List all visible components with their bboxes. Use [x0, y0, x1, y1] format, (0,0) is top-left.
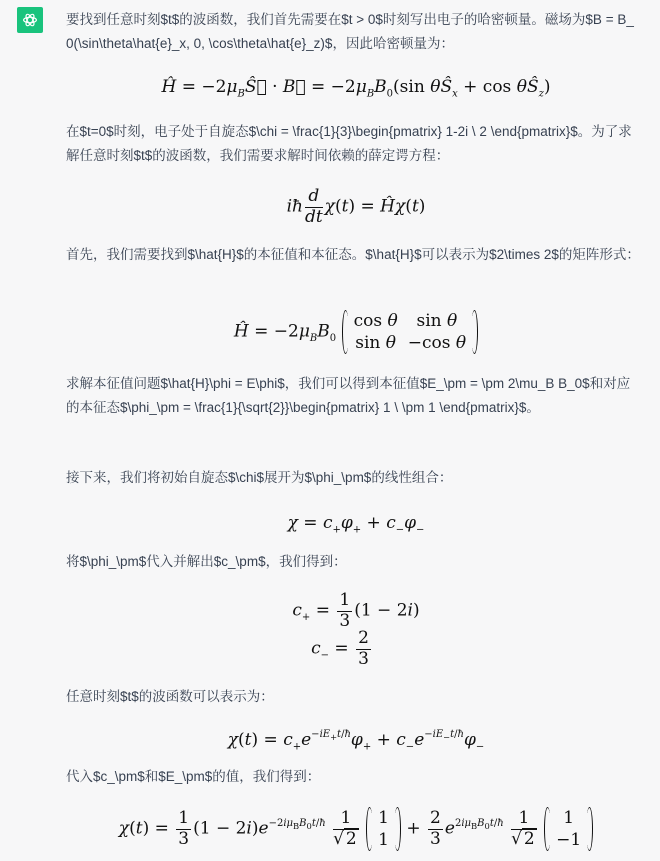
equation-final-wavefunction: χ(t) = $\frac{1}{3}$ $(1 - 2i)e^{-2i\mu_BB_0t/ħ}$ $\frac{1}{√ 2}$ 1 1 + $\frac{2}{3}$ $e^{2i\mu_BB_0t/ħ}$ $\frac{1}{√ 2}$ 1 −1 — [66, 807, 646, 851]
openai-logo-icon — [21, 11, 39, 29]
equation-linear-combination: $\chi = c_+\varphi_+ + c_-\varphi_-$ — [287, 513, 425, 536]
equation-hamiltonian-matrix: Ĥ = $-2\mu_BB_0$ cos θ sin θ sin θ −cos θ — [66, 310, 646, 354]
equation-hamiltonian: Ĥ = $-2\mu_BŜ⃗$ · B⃗ = $-2\mu_BB_0(\sin$ $\theta Ŝ_x + \cos$ $\theta Ŝ_z$) — [161, 77, 551, 100]
paragraph-eigen: 求解本征值问题$\hat{H}\phi = E\phi$，我们可以得到本征值$E_\pm = \pm 2\mu_B B_0$和对应的本征态$\phi_\pm = \frac{1}{\sqrt{2}}\begin{pmatrix} 1 \ \pm 1 \end{pmatrix}$。 — [66, 376, 631, 415]
equation-c-minus: $c_-$ = $\frac{2}{3}$ — [311, 628, 369, 669]
equation-chi-t: $\chi(t) = c_+e^{-iE_+t/ħ}\varphi_+ + c_-e^{-iE_-t/ħ}\varphi_-$ — [227, 729, 485, 753]
paragraph-intro: 要找到任意时刻$t$的波函数，我们首先需要在$t > 0$时刻写出电子的哈密顿量。磁场为$B = B_0(\sin\theta\hat{e}_x, 0, \cos\theta\hat{e}_z)$，因此哈密顿量为： — [66, 12, 634, 51]
paragraph-initial-state: 在$t=0$时刻，电子处于自旋态$\chi = \frac{1}{3}\begin{pmatrix} 1-2i \ 2 \end{pmatrix}$。为了求解任意时刻$t$的波函数，我们需要求解时间依赖的薛定谔方程： — [66, 124, 632, 163]
assistant-avatar — [17, 7, 43, 33]
equation-schrodinger: iħ $\frac{d}{dt}$ χ(t) = Ĥχ(t) — [286, 186, 426, 227]
paragraph-expansion: 接下来，我们将初始自旋态$\chi$展开为$\phi_\pm$的线性组合： — [66, 470, 453, 485]
paragraph-substitute: 代入$c_\pm$和$E_\pm$的值，我们得到： — [66, 769, 321, 784]
paragraph-solve-c: 将$\phi_\pm$代入并解出$c_\pm$，我们得到： — [66, 554, 347, 569]
paragraph-matrix-form: 首先，我们需要找到$\hat{H}$的本征值和本征态。$\hat{H}$可以表示为$2\times 2$的矩阵形式： — [66, 247, 640, 262]
equation-c-plus: $c_+$ = $\frac{1}{3}$ (1 − 2i) — [292, 590, 420, 631]
paragraph-time-evolution: 任意时刻$t$的波函数可以表示为： — [66, 689, 274, 704]
